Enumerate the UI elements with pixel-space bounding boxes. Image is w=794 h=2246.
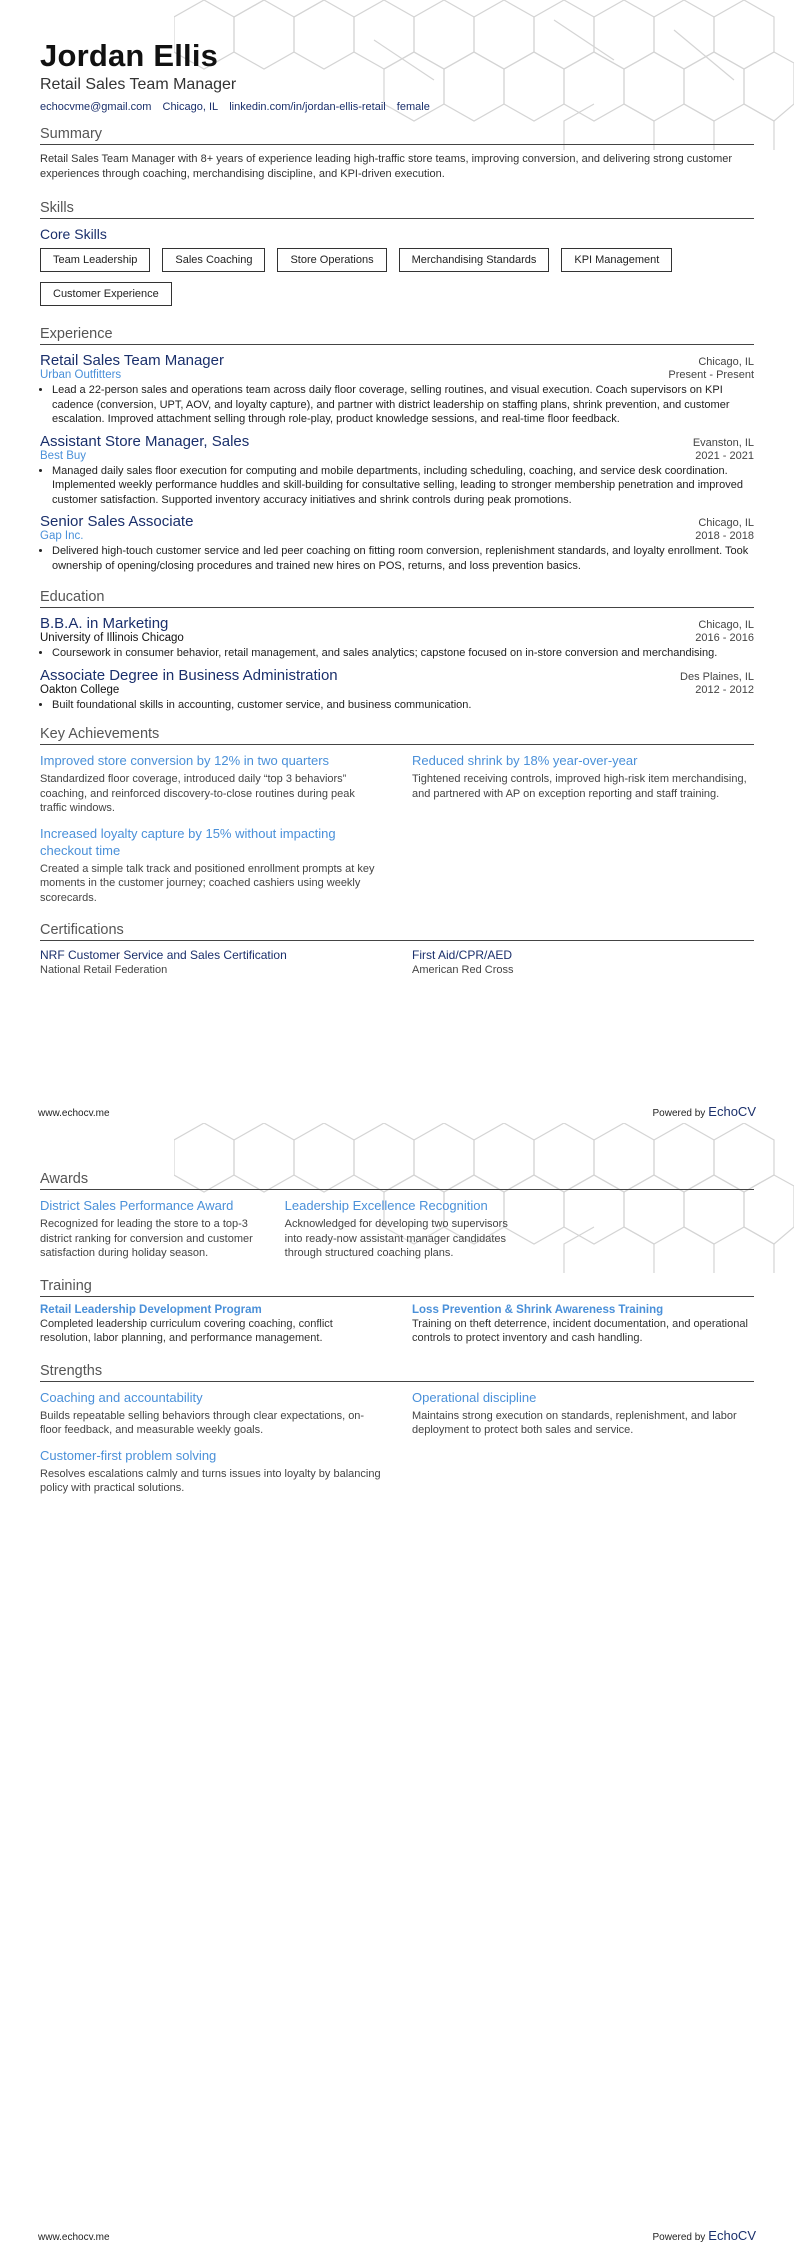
strength-title: Customer-first problem solving [40,1447,217,1463]
skill-chip: KPI Management [561,248,672,272]
footer-powered [652,1104,756,1119]
resume-header [40,38,754,113]
achievement-item [412,752,754,825]
candidate-name: Jordan Ellis [40,38,219,73]
training-text: Training on theft deterrence, incident documentation, and operational controls to protect inventory and cash handling. [412,1317,748,1344]
award-item [40,1197,265,1270]
strength-item [40,1389,382,1447]
achievements-list [40,752,754,914]
skill-chip: Sales Coaching [162,248,265,272]
skills-title: Skills [40,200,754,219]
strength-item [40,1447,382,1505]
footer-site-link[interactable]: www.echocv.me [38,2232,110,2243]
job-location: Chicago, IL [698,356,754,368]
awards-list [40,1197,754,1270]
education-entry [40,615,754,661]
experience-entry [40,352,754,427]
footer-powered-label: Powered by [652,1108,706,1119]
achievement-text: Tightened receiving controls, improved high-risk item merchandising, and partnered with AP on exception reporting and staff training. [412,773,747,800]
certification-name: NRF Customer Service and Sales Certification [40,948,287,962]
education-bullet: • Coursework in consumer behavior, retail management, and sales analytics; capstone focused on in-store conversion and merchandising. [52,646,754,661]
resume-body-page-1 [40,112,754,976]
footer-site-link[interactable]: www.echocv.me [38,1108,110,1119]
strength-text: Resolves escalations calmly and turns issues into loyalty by balancing policy with practical solutions. [40,1467,381,1494]
awards-title: Awards [40,1171,754,1190]
certification-org: American Red Cross [412,964,514,976]
education-dates: 2016 - 2016 [695,632,754,644]
skills-list [40,248,754,316]
education-bullet: • Built foundational skills in accounting, customer service, and business communication. [52,698,754,713]
skill-chip: Store Operations [277,248,386,272]
training-item [40,1304,382,1355]
footer-brand-logo[interactable]: EchoCV [708,2228,756,2243]
page-footer [38,2228,756,2243]
contact-location: Chicago, IL [162,101,219,113]
experience-entry [40,513,754,573]
award-title: District Sales Performance Award [40,1198,234,1213]
certification-item [412,948,754,976]
school-location: Chicago, IL [698,619,754,631]
training-title-text: Retail Leadership Development Program [40,1303,262,1316]
achievement-title: Improved store conversion by 12% in two quarters [40,753,330,768]
strength-title: Coaching and accountability [40,1389,203,1405]
resume-page-2 [0,1123,794,2246]
skill-chip: Team Leadership [40,248,150,272]
skill-chip: Merchandising Standards [399,248,550,272]
strength-text: Maintains strong execution on standards, replenishment, and labor deployment to protect both sales and service. [412,1409,737,1436]
job-location: Chicago, IL [698,517,754,529]
summary-text: Retail Sales Team Manager with 8+ years of experience leading high-traffic store teams, improving conversion, and delivering strong customer experiences through coaching, merchandising discipline, and KPI-driven execution. [40,153,733,180]
footer-powered [652,2228,756,2243]
achievement-item [40,825,382,915]
award-text: Recognized for leading the store to a top-3 district ranking for conversion and customer satisfaction during holiday season. [40,1218,253,1259]
resume-body-page-2 [40,1157,754,1505]
award-text: Acknowledged for developing two supervisors into ready-now assistant manager candidates through structured coaching plans. [284,1218,508,1259]
experience-entry [40,433,754,508]
experience-title: Experience [40,326,754,345]
strengths-list [40,1389,754,1505]
candidate-headline: Retail Sales Team Manager [40,76,237,93]
job-title: Senior Sales Associate [40,513,194,530]
job-bullet: • Lead a 22-person sales and operations team across daily floor coverage, selling routines, and visual execution. Coach supervisors on KPI cadence (conversion, UPT, AOV, and loyalty capture), and partner with district leadership on staffing plans, shrink prevention, and customer escalation. Improved attachment selling through role-play, product knowledge sessions, and real-time floor feedback. [52,383,754,427]
achievement-item [40,752,382,825]
training-title: Training [40,1278,754,1297]
page-footer [38,1104,756,1119]
strengths-title: Strengths [40,1363,754,1382]
achievement-title: Reduced shrink by 18% year-over-year [412,753,638,768]
footer-powered-label: Powered by [652,2232,706,2243]
job-bullet: • Managed daily sales floor execution for computing and mobile departments, including scheduling, coaching, and service desk coordination. Implemented weekly performance huddles and skill-building for consultative selling, leading to stronger membership penetration and improved customer satisfaction. Supported inventory accuracy initiatives and shrink controls during peak promotions. [52,464,754,508]
award-title: Leadership Excellence Recognition [284,1198,488,1213]
achievement-title: Increased loyalty capture by 15% without impacting checkout time [40,825,336,858]
certification-item [40,948,382,976]
certifications-list [40,948,754,976]
job-company: Urban Outfitters [40,369,122,381]
achievement-text: Created a simple talk track and positioned enrollment prompts at key moments in the customer journey; coached cashiers using weekly scorecards. [40,862,375,904]
training-text: Completed leadership curriculum covering coaching, conflict resolution, labor planning, and performance management. [40,1317,333,1344]
certification-org: National Retail Federation [40,964,168,976]
degree-title: Associate Degree in Business Administration [40,666,338,684]
footer-brand-logo[interactable]: EchoCV [708,1104,756,1119]
job-title: Assistant Store Manager, Sales [40,432,250,450]
education-title: Education [40,589,754,608]
achievements-title: Key Achievements [40,726,754,745]
job-title: Retail Sales Team Manager [40,352,224,369]
strength-title: Operational discipline [412,1389,537,1405]
skills-subtitle: Core Skills [40,226,107,242]
contact-gender: female [396,101,430,113]
certifications-title: Certifications [40,922,754,941]
strength-item [412,1389,754,1447]
school-location: Des Plaines, IL [680,670,754,683]
training-item [412,1304,754,1355]
job-dates: 2018 - 2018 [695,530,754,542]
school-name: University of Illinois Chicago [40,632,184,644]
education-dates: 2012 - 2012 [695,683,754,696]
certification-name: First Aid/CPR/AED [412,948,513,962]
contact-linkedin[interactable]: linkedin.com/in/jordan-ellis-retail [229,101,386,113]
training-list [40,1304,754,1355]
job-dates: Present - Present [668,369,754,381]
award-item [285,1197,510,1270]
job-company: Best Buy [40,449,87,462]
strength-text: Builds repeatable selling behaviors through clear expectations, on-floor feedback, and measurable weekly goals. [40,1409,365,1436]
school-name: Oakton College [40,683,120,696]
training-title-text: Loss Prevention & Shrink Awareness Training [412,1303,664,1316]
achievement-text: Standardized floor coverage, introduced daily “top 3 behaviors” coaching, and reinforced discovery-to-close routines during peak traffic windows. [40,773,355,814]
job-dates: 2021 - 2021 [695,449,754,462]
summary-title: Summary [40,126,754,145]
skill-chip: Customer Experience [40,282,172,306]
degree-title: B.B.A. in Marketing [40,615,169,632]
contact-email[interactable]: echocvme@gmail.com [40,101,152,113]
job-company: Gap Inc. [40,530,84,542]
education-entry [40,667,754,713]
job-bullet: • Delivered high-touch customer service and led peer coaching on fitting room conversion, replenishment standards, and loyalty enrollment. Took ownership of opening/closing procedures and trained new hires on POS, returns, and loss prevention basics. [52,544,754,573]
job-location: Evanston, IL [692,436,754,449]
